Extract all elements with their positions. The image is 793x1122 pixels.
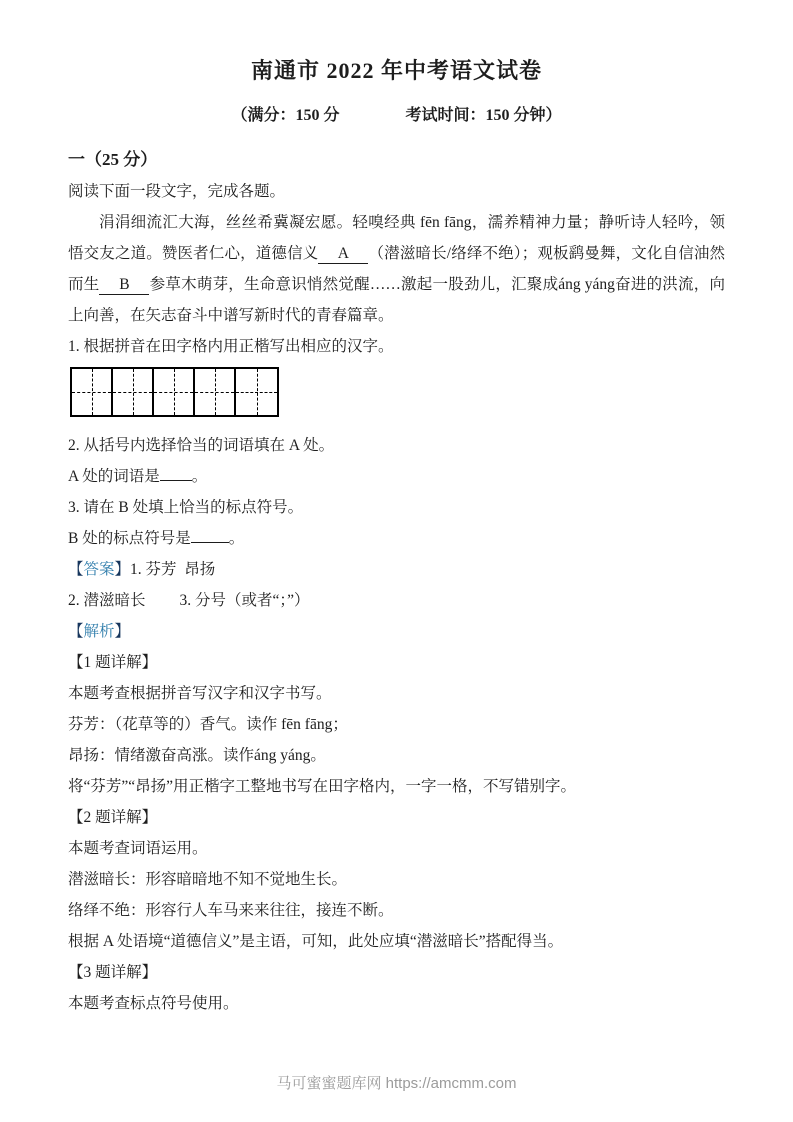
tianzige-cell [195, 369, 236, 415]
answer-label-bracket-open: 【 [68, 561, 84, 578]
answer-blank [191, 527, 229, 543]
answer-label: 答案 [83, 561, 115, 578]
tianzige-cell [154, 369, 195, 415]
detail-1-heading: 【1 题详解】 [68, 654, 158, 671]
answer-content: 3. 分号（或者“；”） [179, 592, 310, 609]
reading-passage [68, 207, 725, 331]
detail-1-line: 本题考查根据拼音写汉字和汉字书写。 [68, 685, 332, 702]
detail-1-line: 昂扬：情绪激奋高涨。读作áng yáng。 [68, 747, 326, 764]
answer-section-line-1 [68, 554, 725, 585]
question-2-text: 2. 从括号内选择恰当的词语填在 A 处。 [68, 437, 335, 454]
answer-blank [160, 465, 192, 481]
detail-3-heading: 【3 题详解】 [68, 964, 158, 981]
detail-2-line: 潜滋暗长：形容暗暗地不知不觉地生长。 [68, 871, 348, 888]
tianzige-cell [72, 369, 113, 415]
detail-2-line: 根据 A 处语境“道德信义”是主语，可知，此处应填“潜滋暗长”搭配得当。 [68, 933, 564, 950]
exam-info [68, 104, 725, 128]
exam-score-info: （满分：150 分 [231, 107, 340, 124]
detail-2-line: 络绎不绝：形容行人车马来来往往，接连不断。 [68, 902, 394, 919]
section-intro: 阅读下面一段文字，完成各题。 [68, 183, 286, 200]
passage-segment: 参草木萌芽，生命意识悄然觉醒……激起一股劲儿，汇聚成áng yáng奋进的洪流，向上向善，在矢志奋斗中谱写新时代的青春篇章。 [68, 276, 725, 324]
analysis-label: 解析 [83, 623, 115, 640]
page-title: 南通市 2022 年中考语文试卷 [250, 58, 542, 83]
question-3-text: 3. 请在 B 处填上恰当的标点符号。 [68, 499, 304, 516]
passage-segment: （潜滋暗长/络绎不绝）；观板鹞曼舞，文化自信油然而生 [68, 245, 725, 293]
answer-content: 2. 潜滋暗长 [68, 592, 146, 609]
tianzige-grid [70, 367, 279, 417]
analysis-label-bracket-close: 】 [114, 623, 131, 640]
analysis-label-bracket-open: 【 [68, 623, 84, 640]
answer-line-suffix: 。 [228, 530, 245, 547]
exam-time-info: 考试时间：150 分钟） [405, 107, 562, 124]
passage-blank-a: A [318, 244, 368, 264]
answer-line-suffix: 。 [191, 468, 208, 485]
answer-line-prefix: B 处的标点符号是 [68, 530, 191, 547]
question-2-answer-line [68, 461, 725, 492]
analysis-label-line [68, 616, 725, 647]
answer-line-prefix: A 处的词语是 [68, 468, 160, 485]
detail-2-line: 本题考查词语运用。 [68, 840, 208, 857]
detail-1-line: 将“芬芳”“昂扬”用正楷字工整地书写在田字格内，一字一格，不写错别字。 [68, 778, 577, 795]
section-heading: 一（25 分） [68, 150, 158, 169]
passage-blank-b: B [99, 275, 149, 295]
answer-section-line-2 [68, 585, 725, 616]
answer-label-bracket-close: 】 [114, 561, 131, 578]
detail-1-line: 芬芳：（花草等的）香气。读作 fēn fāng； [68, 716, 348, 733]
watermark-site-text: 马可蜜蜜题库网 https://amcmm.com [276, 1075, 517, 1092]
passage-segment: 涓涓细流汇大海，丝丝希冀凝宏愿。轻嗅经典 fēn fāng，濡养精神力量；静听诗人轻吟，领悟交友之道。赞医者仁心，道德信义 [68, 214, 725, 262]
detail-2-heading: 【2 题详解】 [68, 809, 158, 826]
question-3-answer-line [68, 523, 725, 554]
detail-3-line: 本题考查标点符号使用。 [68, 995, 239, 1012]
answer-content: 1. 芬芳 昂扬 [130, 561, 216, 578]
question-1-text: 1. 根据拼音在田字格内用正楷写出相应的汉字。 [68, 338, 394, 355]
tianzige-cell [236, 369, 277, 415]
tianzige-cell [113, 369, 154, 415]
